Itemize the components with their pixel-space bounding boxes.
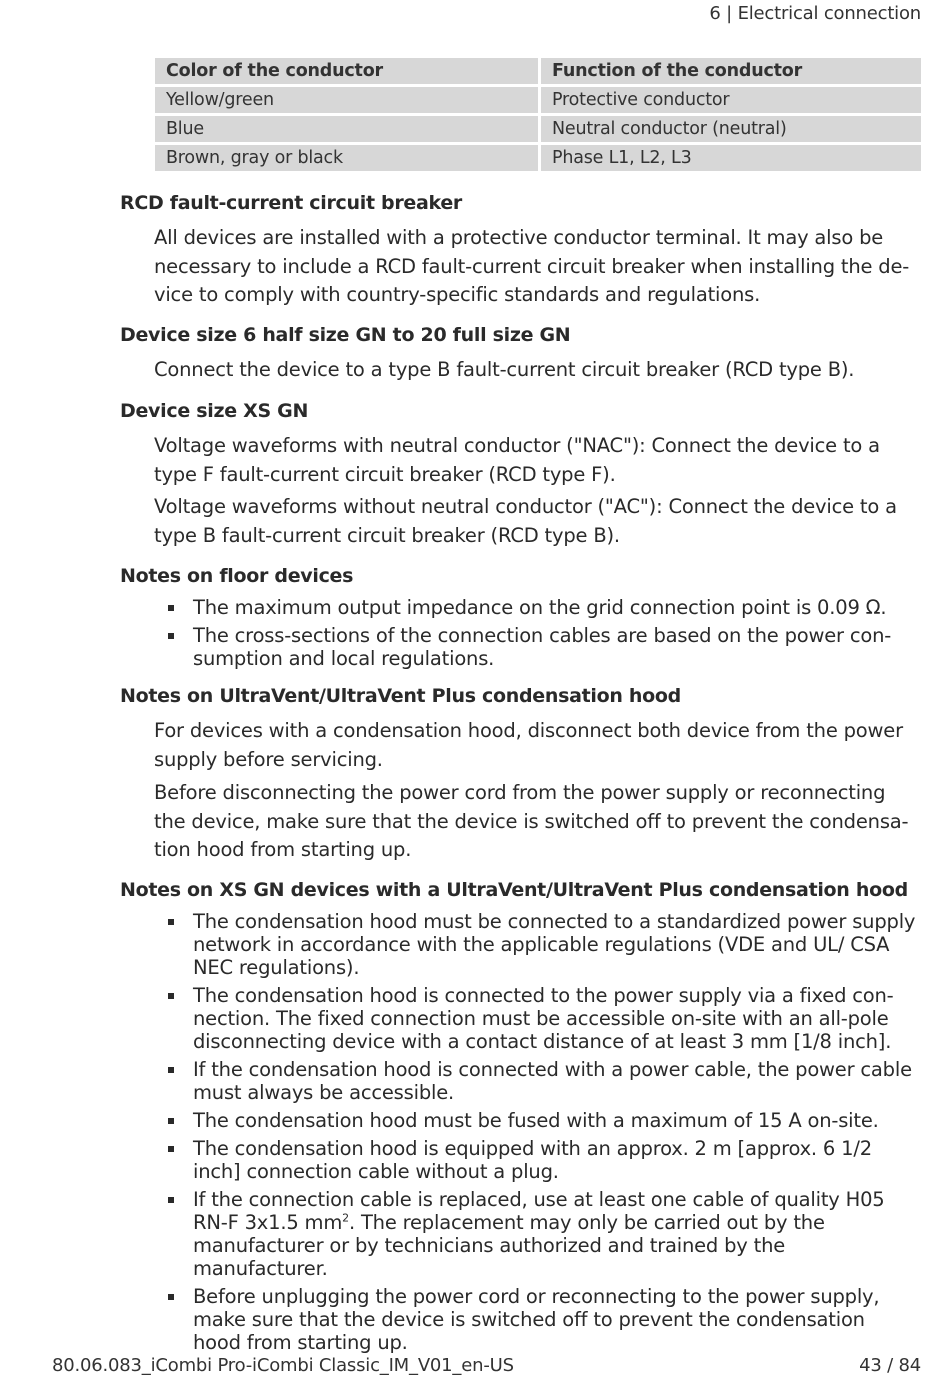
bullet-marker bbox=[168, 1146, 174, 1152]
ultravent-text-2: Before disconnecting the power cord from the power supply or reconnecting the device, make sure that the device is switched off to prevent the condensa-tion hood from starting up. bbox=[154, 781, 909, 861]
bullet-marker bbox=[168, 633, 174, 639]
list-item-text-post: . The replacement may only be carried out by the manufacturer or by technicians authorized and trained by the manufacturer. bbox=[193, 1211, 825, 1280]
ultravent-text-1: For devices with a condensation hood, disconnect both device from the power supply before servicing. bbox=[154, 719, 903, 771]
bullet-marker bbox=[168, 1118, 174, 1124]
list-item bbox=[166, 1109, 918, 1132]
ultravent-heading: Notes on UltraVent/UltraVent Plus condensation hood bbox=[120, 685, 681, 707]
table-header-row bbox=[155, 58, 921, 84]
list-item-text: Before unplugging the power cord or reconnecting to the power supply, make sure that the device is switched off to prevent the condensation hood from starting up. bbox=[193, 1285, 880, 1354]
list-item-text: The maximum output impedance on the grid connection point is 0.09 Ω. bbox=[193, 596, 887, 619]
list-item-text: If the condensation hood is connected with a power cable, the power cable must always be accessible. bbox=[193, 1058, 912, 1104]
floor-bullet-list bbox=[166, 596, 918, 670]
list-item-text: The condensation hood must be connected to a standardized power supply network in accordance with the applicable regulations (VDE and UL/ CSA NEC regulations). bbox=[193, 910, 916, 979]
list-item bbox=[166, 910, 918, 979]
list-item bbox=[166, 596, 918, 619]
list-item bbox=[166, 1137, 918, 1183]
table-cell: Brown, gray or black bbox=[155, 145, 541, 171]
table-header-color: Color of the conductor bbox=[155, 58, 541, 84]
list-item-text: The condensation hood is connected to the power supply via a fixed con-nection. The fixed connection must be accessible on-site with an all-pole disconnecting device with a contact distance of at least 3 mm [1/8 inch]. bbox=[193, 984, 894, 1053]
list-item-text-pre: If the connection cable is replaced, use at least one cable of quality H05 RN-F 3x1.5 mm bbox=[193, 1188, 885, 1234]
table-row bbox=[155, 87, 921, 113]
list-item bbox=[166, 1188, 918, 1280]
rcd-heading: RCD fault-current circuit breaker bbox=[120, 192, 462, 214]
list-item-text: The cross-sections of the connection cables are based on the power con-sumption and local regulations. bbox=[193, 624, 892, 670]
list-item bbox=[166, 1058, 918, 1104]
bullet-marker bbox=[168, 919, 174, 925]
size6-text: Connect the device to a type B fault-current circuit breaker (RCD type B). bbox=[154, 358, 855, 381]
table-row bbox=[155, 145, 921, 171]
footer-page-number: 43 / 84 bbox=[859, 1355, 921, 1376]
footer-document-id: 80.06.083_iCombi Pro-iCombi Classic_IM_V01_en-US bbox=[52, 1355, 514, 1376]
xs-text-nac: Voltage waveforms with neutral conductor ("NAC"): Connect the device to a type F fault-current circuit breaker (RCD type F). bbox=[154, 434, 880, 486]
xs-text-ac: Voltage waveforms without neutral conductor ("AC"): Connect the device to a type B fault-current circuit breaker (RCD type B). bbox=[154, 495, 897, 547]
table-header-function: Function of the conductor bbox=[541, 58, 921, 84]
table-cell: Blue bbox=[155, 116, 541, 142]
list-item bbox=[166, 1285, 918, 1354]
xs-hood-heading: Notes on XS GN devices with a UltraVent/UltraVent Plus condensation hood bbox=[120, 879, 908, 901]
conductor-color-table bbox=[155, 55, 921, 174]
table-row bbox=[155, 116, 921, 142]
bullet-marker bbox=[168, 605, 174, 611]
table-cell: Yellow/green bbox=[155, 87, 541, 113]
bullet-marker bbox=[168, 1294, 174, 1300]
bullet-marker bbox=[168, 993, 174, 999]
floor-heading: Notes on floor devices bbox=[120, 565, 354, 587]
list-item-text: The condensation hood must be fused with a maximum of 15 A on-site. bbox=[193, 1109, 879, 1132]
xs-heading: Device size XS GN bbox=[120, 400, 309, 422]
bullet-marker bbox=[168, 1067, 174, 1073]
table-cell: Neutral conductor (neutral) bbox=[541, 116, 921, 142]
rcd-text: All devices are installed with a protective conductor terminal. It may also be necessary to include a RCD fault-current circuit breaker when installing the de-vice to comply with country-specific standards and regulations. bbox=[154, 226, 910, 306]
page-header-section: 6 | Electrical connection bbox=[709, 3, 921, 24]
list-item bbox=[166, 624, 918, 670]
list-item bbox=[166, 984, 918, 1053]
size6-heading: Device size 6 half size GN to 20 full size GN bbox=[120, 324, 571, 346]
xs-hood-bullet-list bbox=[166, 910, 918, 1354]
bullet-marker bbox=[168, 1197, 174, 1203]
table-cell: Phase L1, L2, L3 bbox=[541, 145, 921, 171]
table-cell: Protective conductor bbox=[541, 87, 921, 113]
superscript: 2 bbox=[342, 1211, 349, 1225]
list-item-text: The condensation hood is equipped with an approx. 2 m [approx. 6 1/2 inch] connection cable without a plug. bbox=[193, 1137, 872, 1183]
